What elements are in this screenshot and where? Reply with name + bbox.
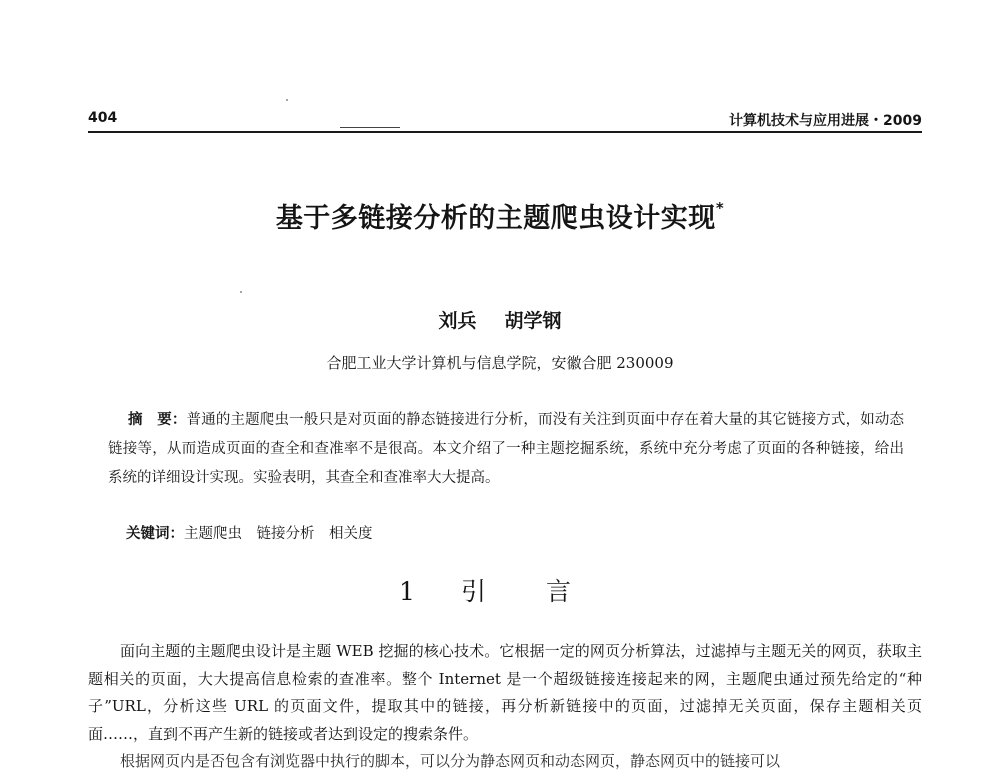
keywords-list: 主题爬虫 链接分析 相关度: [184, 526, 373, 542]
abstract: [108, 406, 904, 493]
body-paragraph-2: 根据网页内是否包含有浏览器中执行的脚本，可以分为静态网页和动态网页，静态网页中的链接可以: [120, 752, 781, 770]
scan-speck: [286, 99, 288, 101]
body-paragraph-1: 面向主题的主题爬虫设计是主题 WEB 挖掘的核心技术。它根据一定的网页分析算法，过滤掉与主题无关的网页，获取主题相关的页面，大大提高信息检索的查准率。整个 Internet 是一个超级链接连接起来的网，主题爬虫通过预先给定的“种子”URL，分析这些 URL 的页面文件，提取其中的链接，再分析新链接中的页面，过滤掉无关页面，保存主题相关页面……，直到不再产生新的链接或者达到设定的搜索条件。: [88, 642, 922, 743]
running-head: [88, 110, 922, 132]
keywords: [126, 522, 373, 543]
abstract-text: 普通的主题爬虫一般只是对页面的静态链接进行分析，而没有关注到页面中存在着大量的其它链接方式，如动态链接等，从而造成页面的查全和查准率不是很高。本文介绍了一种主题挖掘系统，系统中充分考虑了页面的各种链接，给出系统的详细设计实现。实验表明，其查全和查准率大大提高。: [108, 412, 904, 486]
author-1: 刘兵: [438, 310, 477, 332]
section-title-char-2: 言: [545, 577, 571, 606]
paper-title: [0, 196, 1000, 235]
header-rule: [88, 131, 922, 133]
section-number: 1: [399, 577, 415, 606]
keywords-label: 关键词：: [126, 526, 184, 542]
author-2: 胡学钢: [504, 310, 562, 332]
author-list: [0, 306, 1000, 333]
header-rule-mark: [340, 127, 400, 128]
journal-name: 计算机技术与应用进展・2009: [729, 113, 922, 129]
affiliation: 合肥工业大学计算机与信息学院，安徽合肥 230009: [326, 354, 674, 372]
body-text: [88, 638, 922, 776]
page-number: 404: [88, 110, 118, 126]
section-title-char-1: 引: [460, 577, 486, 606]
section-heading: [0, 572, 1000, 608]
paper-title-text: 基于多链接分析的主题爬虫设计实现: [275, 203, 716, 234]
abstract-label: 摘 要：: [128, 412, 187, 428]
scan-speck: [240, 291, 242, 293]
title-footnote-mark: *: [715, 199, 725, 217]
